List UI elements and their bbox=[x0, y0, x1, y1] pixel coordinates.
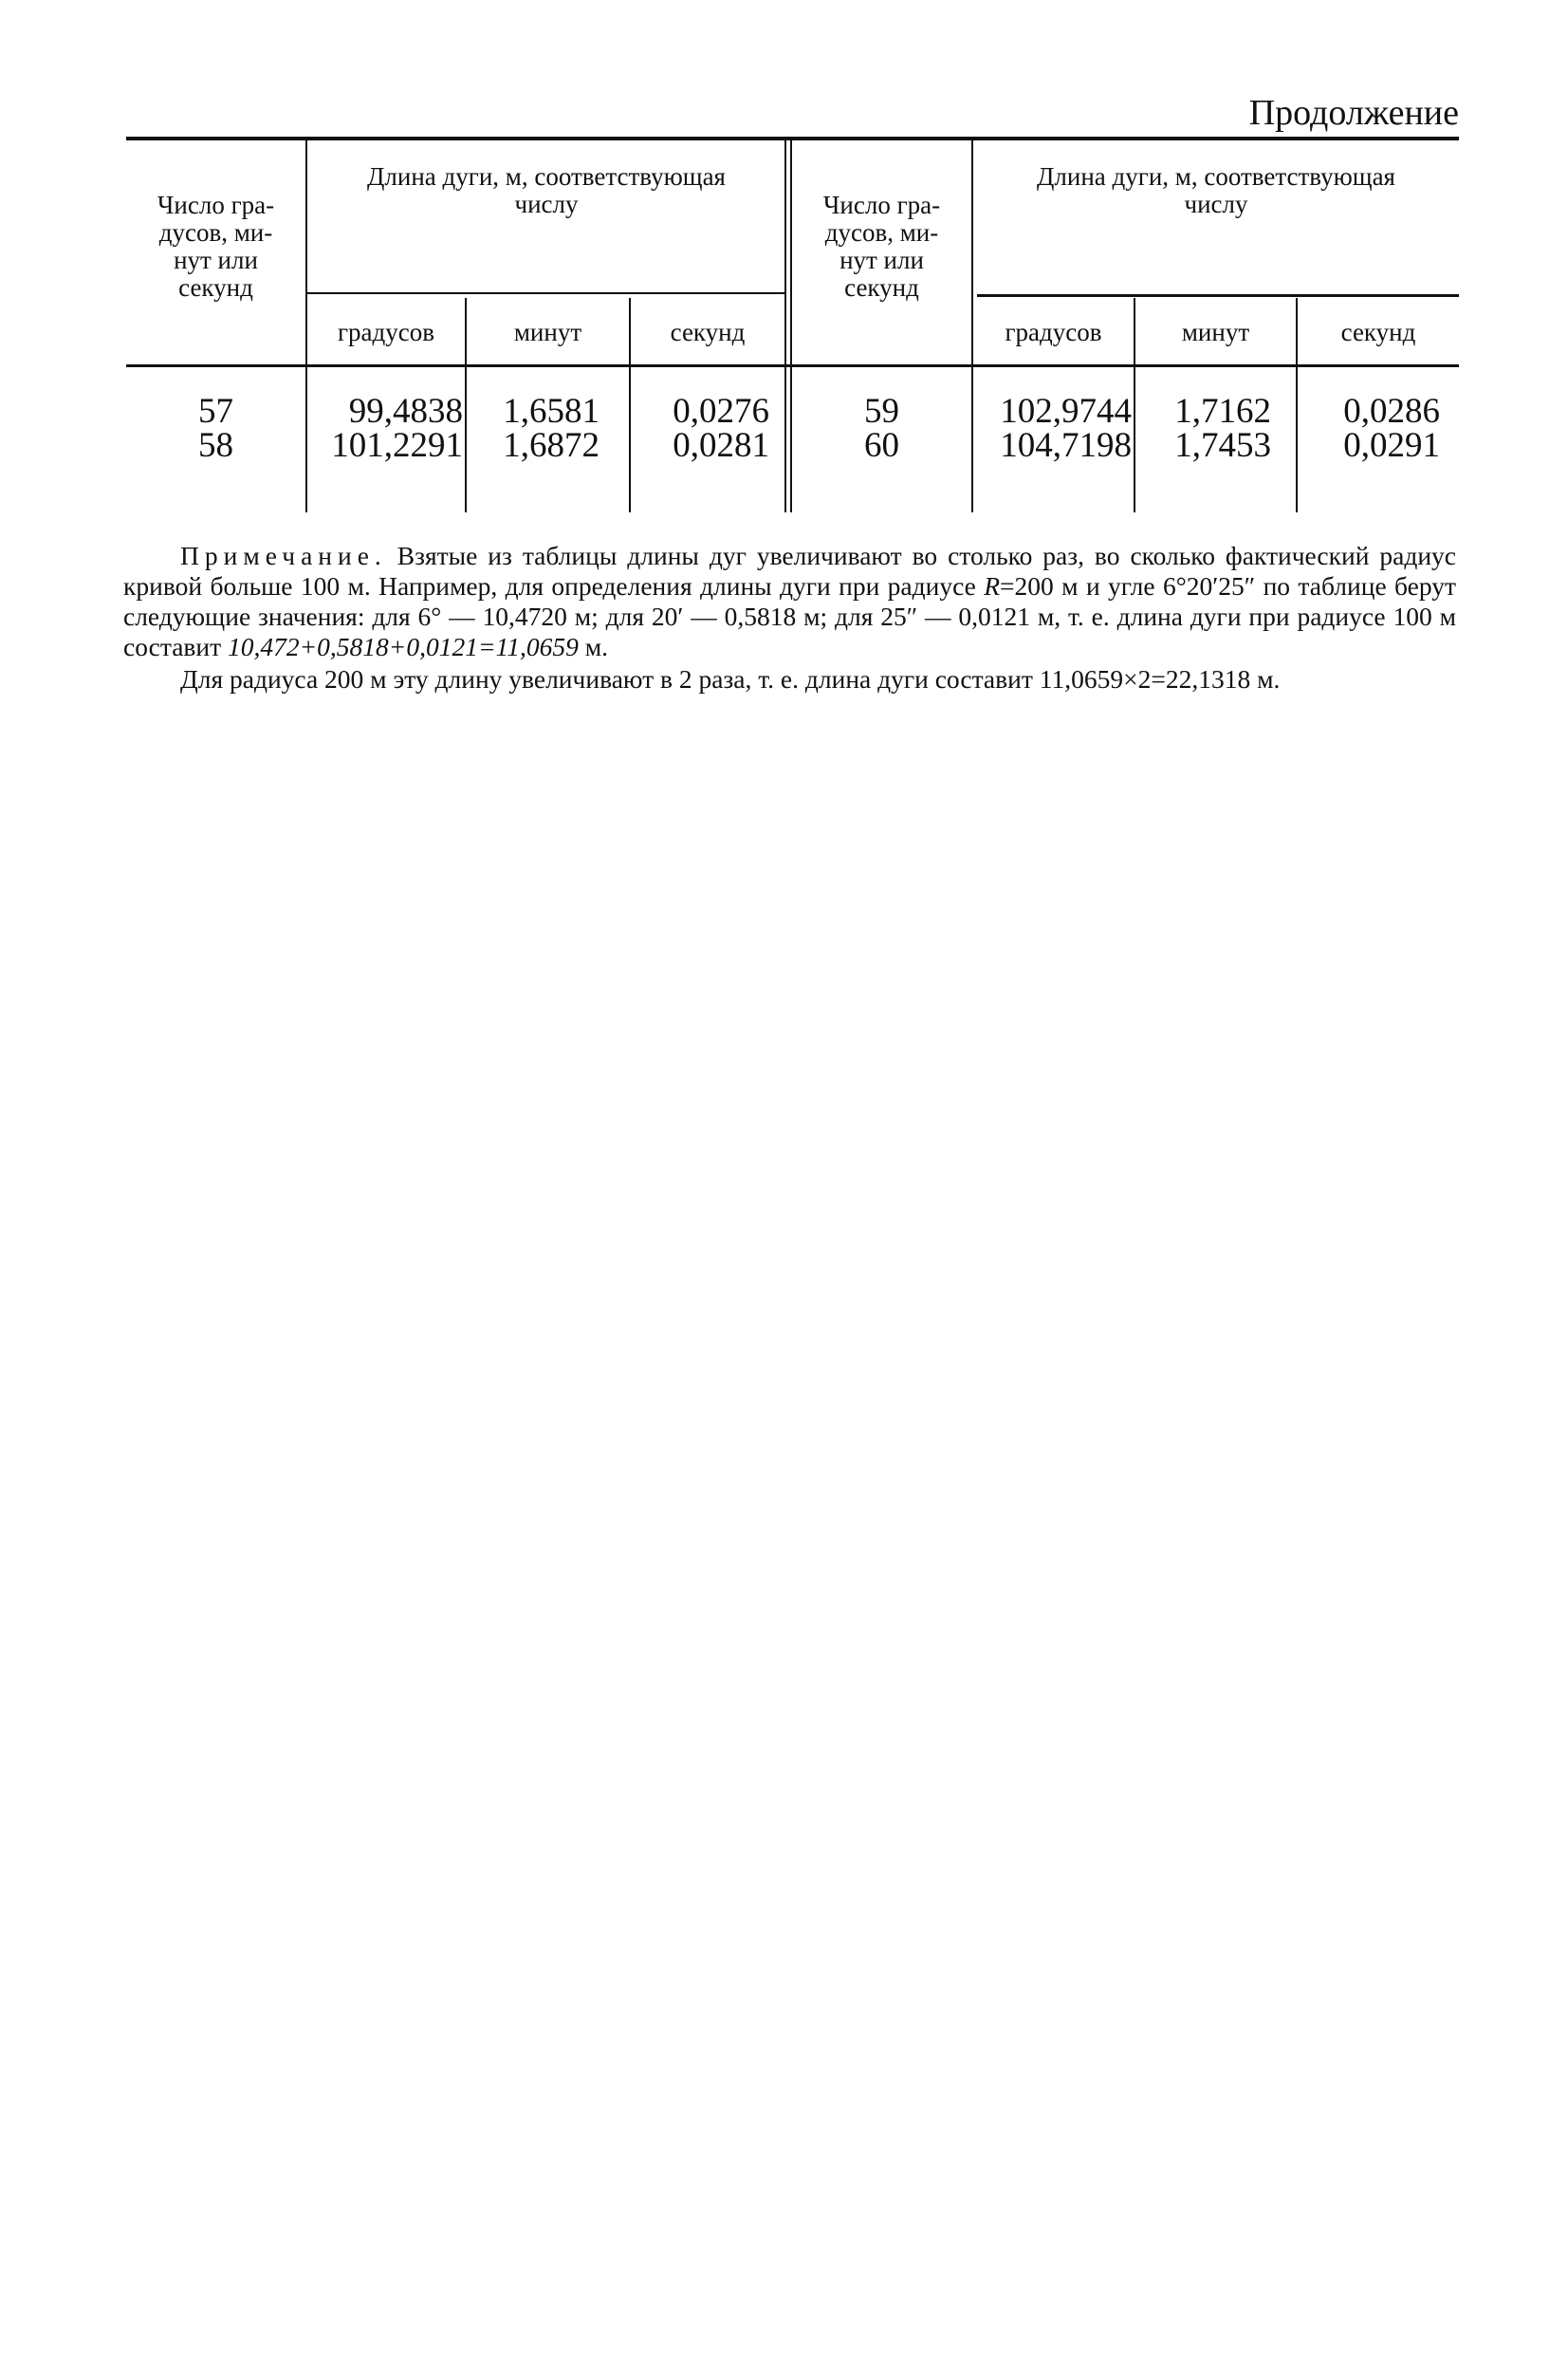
note-paragraph-2: Для радиуса 200 м эту длину увеличивают в 2 раза, т. е. длина дуги составит 11,0659×2=22,1318 м. bbox=[180, 664, 1281, 694]
header-bottom-rule bbox=[126, 364, 1459, 367]
minutes-subheader: минут bbox=[513, 318, 582, 346]
row-58-degrees: 101,2291 bbox=[331, 426, 463, 465]
row-60-seconds: 0,0291 bbox=[1343, 426, 1440, 465]
seconds-subheader-right: секунд bbox=[1340, 318, 1416, 346]
note-text-b: =200 м и угле 6°20′25″ по таблице берут следующие значения: для 6° — 10,4720 м; для 20′ — 0,5818 м; для 25″ — 0,0121 м, т. е. длина дуги при радиусе 100 м составит bbox=[123, 571, 1457, 661]
row-59-degrees: 102,9744 bbox=[1000, 392, 1132, 431]
page bbox=[126, 95, 1459, 512]
table-note bbox=[123, 541, 1456, 695]
row-57-degrees: 99,4838 bbox=[348, 392, 463, 431]
degrees-subheader-right: градусов bbox=[1005, 318, 1102, 346]
row-58-seconds: 0,0281 bbox=[673, 426, 769, 465]
seconds-subheader: секунд bbox=[670, 318, 746, 346]
subheader-rule-left bbox=[306, 292, 785, 294]
note-label: Примечание. bbox=[180, 541, 387, 570]
count-column-header-right: Число гра- дусов, ми- нут или секунд bbox=[822, 191, 941, 302]
note-radius-symbol: R bbox=[984, 571, 1001, 601]
row-58-minutes: 1,6872 bbox=[503, 426, 600, 465]
degrees-subheader: градусов bbox=[337, 318, 435, 346]
row-60-minutes: 1,7453 bbox=[1174, 426, 1271, 465]
note-text-c: м. bbox=[578, 632, 609, 661]
continuation-label: Продолжение bbox=[1248, 93, 1459, 133]
row-59-seconds: 0,0286 bbox=[1343, 392, 1440, 431]
row-60-degrees: 104,7198 bbox=[1000, 426, 1132, 465]
length-group-header-right: Длина дуги, м, соответствующая числу bbox=[1037, 162, 1395, 218]
note-paragraph-1 bbox=[123, 541, 1456, 662]
note-formula: 10,472+0,5818+0,0121=11,0659 bbox=[228, 632, 579, 661]
length-group-header: Длина дуги, м, соответствующая числу bbox=[367, 162, 726, 218]
row-57-seconds: 0,0276 bbox=[673, 392, 769, 431]
minutes-subheader-right: минут bbox=[1181, 318, 1250, 346]
row-59-count: 59 bbox=[864, 392, 899, 431]
row-58-count: 58 bbox=[198, 426, 233, 465]
note-text-a: Взятые из таблицы длины дуг увеличивают во столько раз, во сколько фактический радиус кривой больше 100 м. Например, для определения длины дуги при радиусе bbox=[123, 541, 1456, 601]
row-57-minutes: 1,6581 bbox=[503, 392, 600, 431]
arc-length-table bbox=[126, 137, 1459, 512]
count-column-header: Число гра- дусов, ми- нут или секунд bbox=[157, 191, 275, 302]
row-59-minutes: 1,7162 bbox=[1174, 392, 1271, 431]
subheader-rule-right bbox=[977, 294, 1459, 297]
row-57-count: 57 bbox=[198, 392, 233, 431]
row-60-count: 60 bbox=[864, 426, 899, 465]
